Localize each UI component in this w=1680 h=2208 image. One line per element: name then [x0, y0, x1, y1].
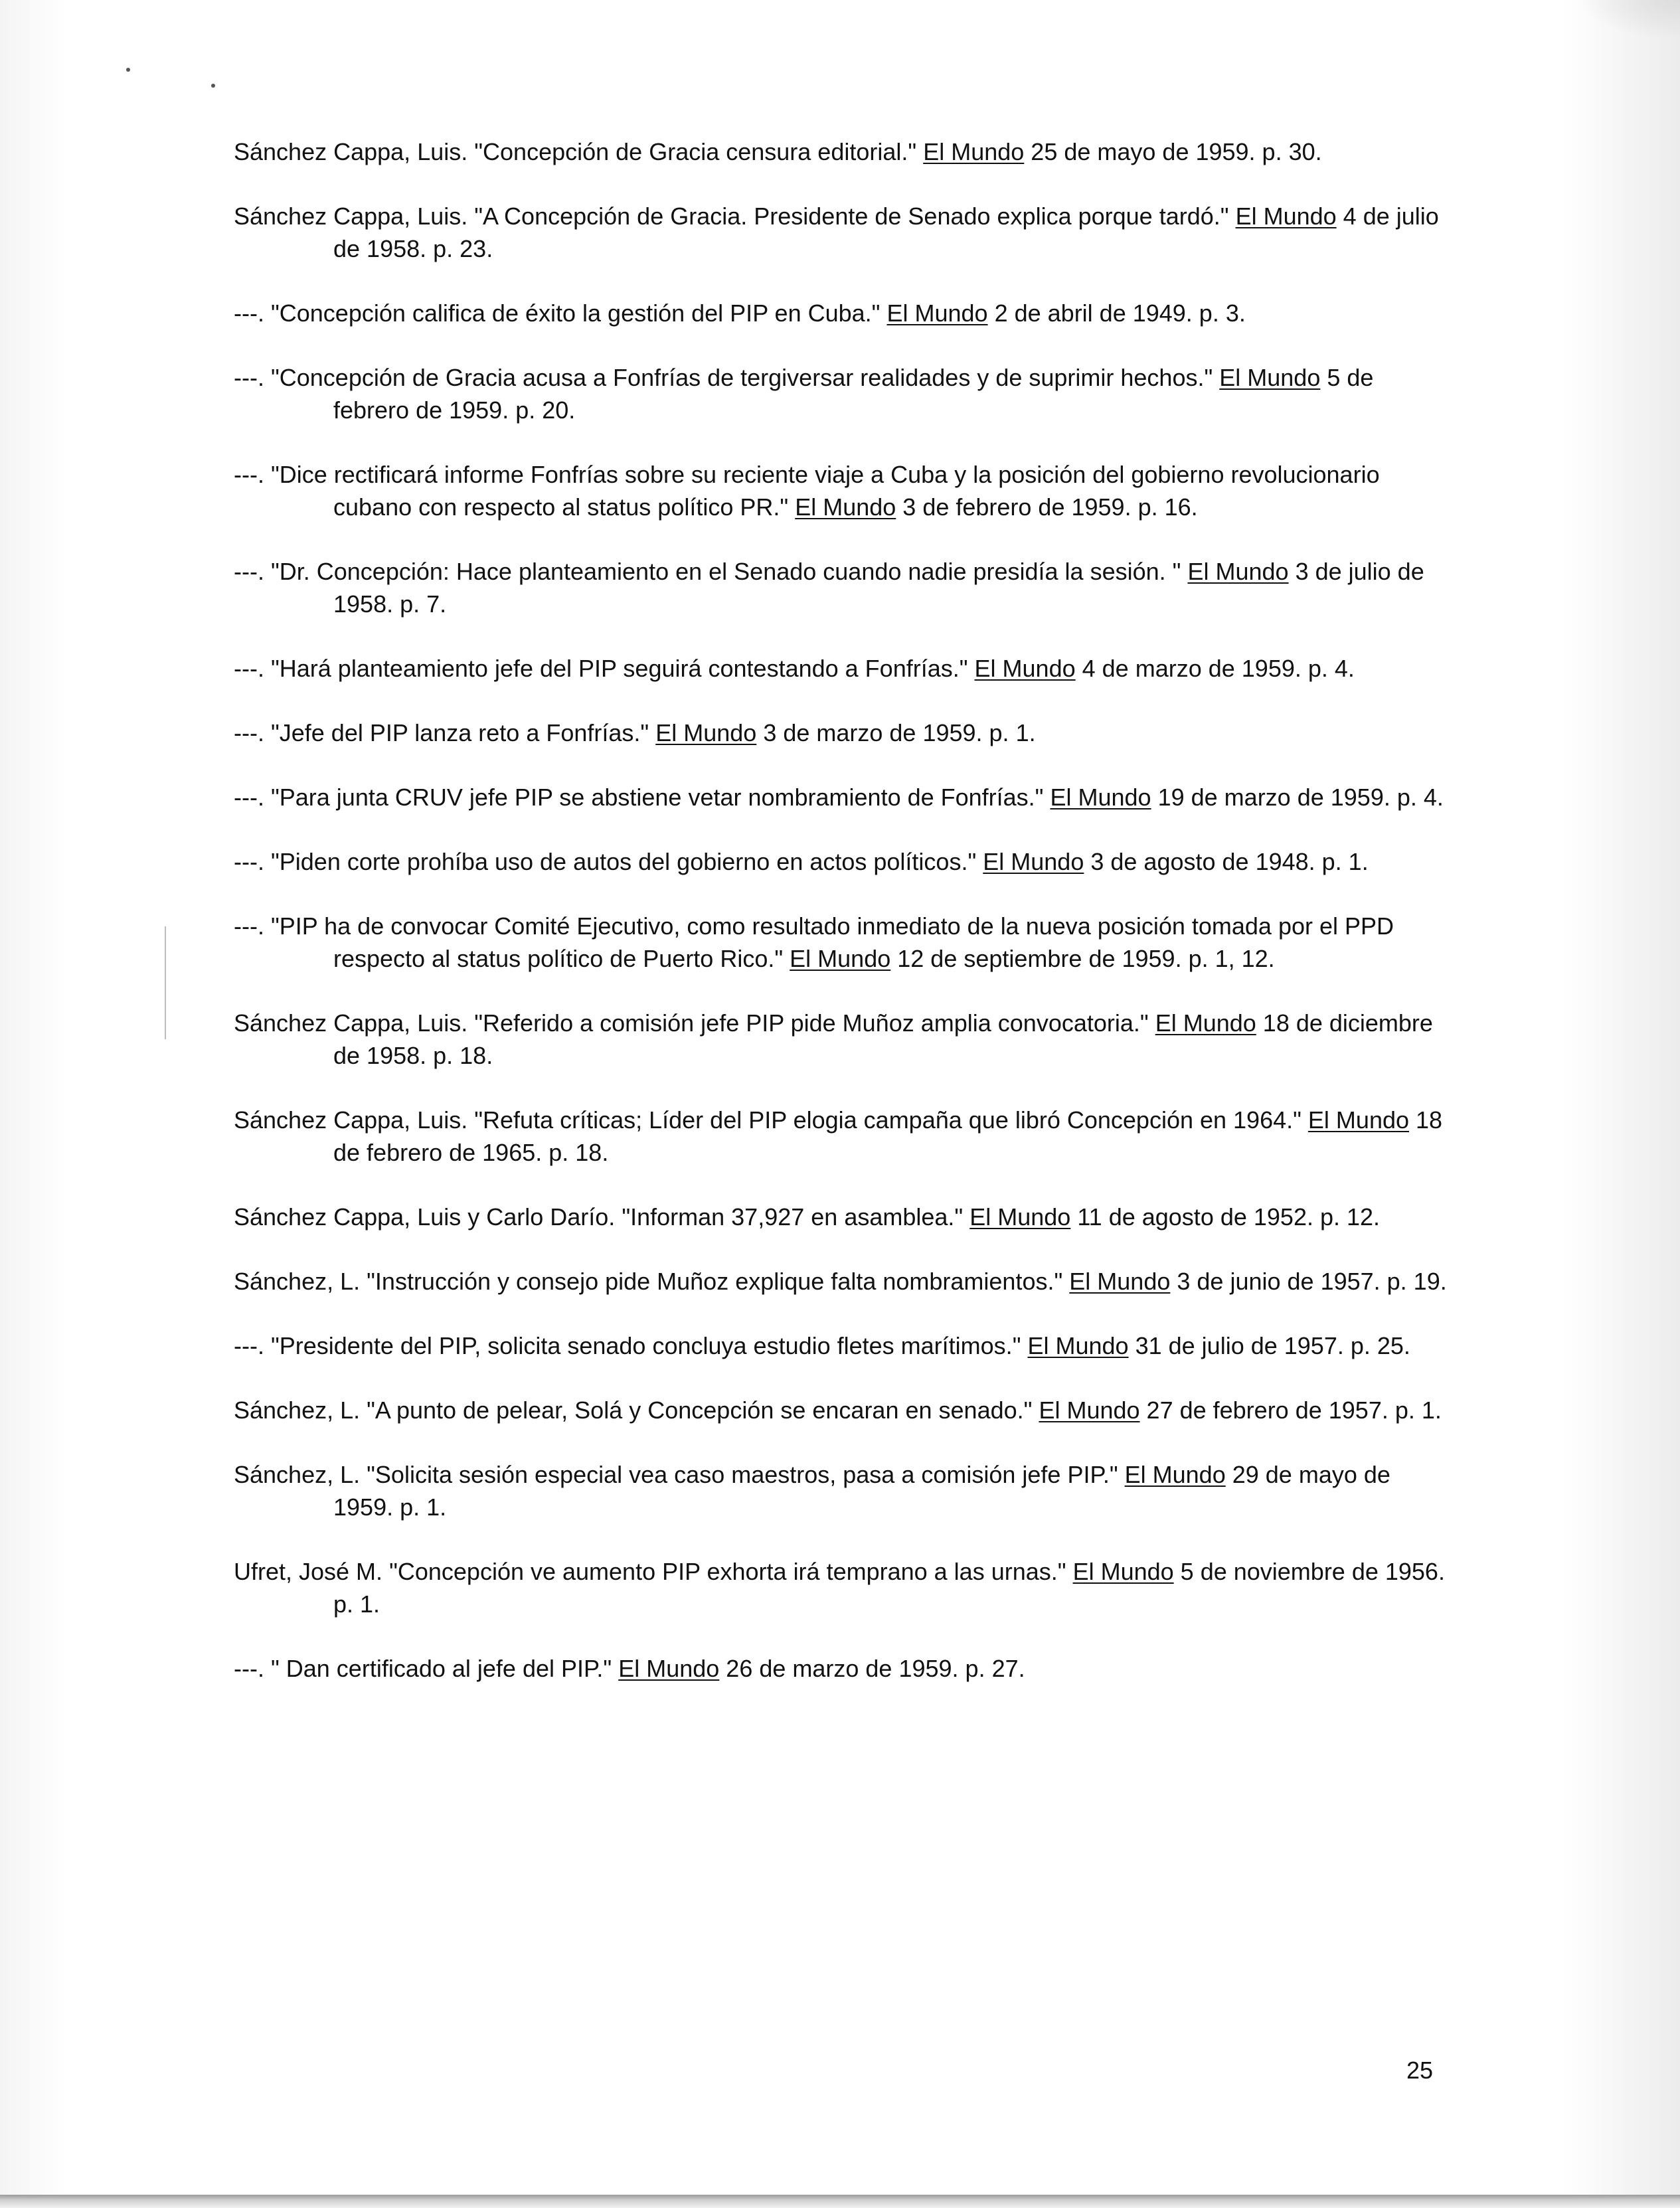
bibliography-entry — [234, 717, 1449, 749]
entry-title: "Para junta CRUV jefe PIP se abstiene vetar nombramiento de Fonfrías." — [270, 784, 1044, 811]
scan-speck — [126, 68, 130, 72]
entry-title: " Dan certificado al jefe del PIP." — [270, 1655, 612, 1682]
entry-author: Sánchez Cappa, Luis. — [234, 1009, 468, 1037]
entry-source: El Mundo — [790, 945, 891, 972]
bibliography-entry — [234, 1555, 1449, 1620]
entry-source: El Mundo — [655, 719, 757, 746]
bibliography-entry — [234, 1394, 1449, 1426]
entry-source: El Mundo — [886, 299, 988, 327]
entry-details: 5 de noviembre de 1956. p. 1. — [333, 1558, 1445, 1618]
entry-author: ---. — [234, 299, 264, 327]
bibliography-entry — [234, 910, 1449, 975]
entry-title: "Referido a comisión jefe PIP pide Muñoz amplia convocatoria." — [474, 1009, 1149, 1037]
bibliography-entry — [234, 1652, 1449, 1685]
entry-author: Sánchez, L. — [234, 1461, 361, 1488]
entry-title: "Dice rectificará informe Fonfrías sobre su reciente viaje a Cuba y la posición del gobierno revolucionario cubano con respecto al status político PR." — [270, 461, 1380, 521]
entry-source: El Mundo — [1072, 1558, 1174, 1585]
bibliography-entry — [234, 1458, 1449, 1523]
entry-author: ---. — [234, 461, 264, 488]
entry-title: "A Concepción de Gracia. Presidente de Senado explica porque tardó." — [474, 203, 1229, 230]
entry-details: 3 de febrero de 1959. p. 16. — [902, 493, 1198, 521]
entry-author: Ufret, José M. — [234, 1558, 383, 1585]
entry-title: "A punto de pelear, Solá y Concepción se encaran en senado." — [367, 1397, 1033, 1424]
entry-author: ---. — [234, 1655, 264, 1682]
entry-title: "Piden corte prohíba uso de autos del gobierno en actos políticos." — [270, 848, 977, 875]
entry-details: 25 de mayo de 1959. p. 30. — [1031, 138, 1322, 165]
entry-details: 4 de julio de 1958. p. 23. — [333, 203, 1439, 262]
entry-author: ---. — [234, 784, 264, 811]
entry-author: Sánchez Cappa, Luis y Carlo Darío. — [234, 1203, 616, 1231]
page-number: 25 — [1406, 2057, 1434, 2084]
entry-author: ---. — [234, 1332, 264, 1359]
entry-title: "Concepción de Gracia censura editorial." — [474, 138, 917, 165]
entry-source: El Mundo — [923, 138, 1025, 165]
entry-author: ---. — [234, 719, 264, 746]
entry-details: 26 de marzo de 1959. p. 27. — [726, 1655, 1025, 1682]
entry-details: 31 de julio de 1957. p. 25. — [1135, 1332, 1410, 1359]
entry-author: ---. — [234, 848, 264, 875]
entry-source: El Mundo — [795, 493, 896, 521]
bibliography-entry — [234, 200, 1449, 265]
bibliography-entry — [234, 1007, 1449, 1072]
entry-source: El Mundo — [618, 1655, 720, 1682]
entry-title: "Hará planteamiento jefe del PIP seguirá contestando a Fonfrías." — [270, 655, 968, 682]
page-bottom-edge — [0, 2195, 1680, 2208]
entry-details: 3 de marzo de 1959. p. 1. — [763, 719, 1036, 746]
entry-title: "Dr. Concepción: Hace planteamiento en el Senado cuando nadie presidía la sesión. " — [270, 558, 1181, 585]
entry-author: Sánchez, L. — [234, 1397, 361, 1424]
entry-details: 5 de febrero de 1959. p. 20. — [333, 364, 1374, 424]
bibliography-entry — [234, 1201, 1449, 1233]
entry-author: ---. — [234, 364, 264, 391]
entry-author: ---. — [234, 558, 264, 585]
entry-source: El Mundo — [1069, 1268, 1171, 1295]
entry-title: "Instrucción y consejo pide Muñoz explique falta nombramientos." — [367, 1268, 1063, 1295]
entry-source: El Mundo — [1050, 784, 1151, 811]
entry-source: El Mundo — [974, 655, 1076, 682]
entry-details: 3 de junio de 1957. p. 19. — [1177, 1268, 1447, 1295]
entry-author: Sánchez Cappa, Luis. — [234, 138, 468, 165]
scan-margin-mark — [165, 926, 166, 1039]
entry-details: 18 de diciembre de 1958. p. 18. — [333, 1009, 1433, 1069]
entry-title: "Concepción ve aumento PIP exhorta irá temprano a las urnas." — [389, 1558, 1066, 1585]
bibliography-entry — [234, 1104, 1449, 1169]
entry-title: "Solicita sesión especial vea caso maestros, pasa a comisión jefe PIP." — [367, 1461, 1118, 1488]
entry-details: 2 de abril de 1949. p. 3. — [994, 299, 1246, 327]
entry-details: 11 de agosto de 1952. p. 12. — [1077, 1203, 1381, 1231]
entry-source: El Mundo — [1219, 364, 1321, 391]
entry-details: 19 de marzo de 1959. p. 4. — [1157, 784, 1444, 811]
bibliography-entry — [234, 135, 1449, 168]
entry-source: El Mundo — [969, 1203, 1071, 1231]
entry-source: El Mundo — [1027, 1332, 1129, 1359]
entry-details: 4 de marzo de 1959. p. 4. — [1082, 655, 1355, 682]
entry-details: 12 de septiembre de 1959. p. 1, 12. — [897, 945, 1275, 972]
entry-author: ---. — [234, 912, 264, 940]
entry-details: 29 de mayo de 1959. p. 1. — [333, 1461, 1390, 1521]
entry-source: El Mundo — [1039, 1397, 1140, 1424]
bibliography-entry — [234, 297, 1449, 329]
bibliography-list — [234, 135, 1449, 1717]
bibliography-entry — [234, 781, 1449, 813]
entry-title: "Jefe del PIP lanza reto a Fonfrías." — [270, 719, 649, 746]
scan-speck — [211, 84, 215, 88]
bibliography-entry — [234, 555, 1449, 620]
entry-details: 3 de julio de 1958. p. 7. — [333, 558, 1424, 618]
bibliography-entry — [234, 845, 1449, 878]
entry-author: Sánchez Cappa, Luis. — [234, 203, 468, 230]
entry-details: 3 de agosto de 1948. p. 1. — [1090, 848, 1369, 875]
entry-source: El Mundo — [1235, 203, 1337, 230]
entry-details: 27 de febrero de 1957. p. 1. — [1146, 1397, 1442, 1424]
entry-source: El Mundo — [1187, 558, 1289, 585]
scan-smudge — [1580, 0, 1680, 40]
bibliography-entry — [234, 1265, 1449, 1298]
entry-title: "Refuta críticas; Líder del PIP elogia campaña que libró Concepción en 1964." — [474, 1106, 1302, 1134]
entry-author: ---. — [234, 655, 264, 682]
bibliography-entry — [234, 1329, 1449, 1362]
entry-title: "PIP ha de convocar Comité Ejecutivo, como resultado inmediato de la nueva posición tomada por el PPD respecto al status político de Puerto Rico." — [270, 912, 1394, 972]
entry-title: "Concepción califica de éxito la gestión del PIP en Cuba." — [270, 299, 881, 327]
entry-source: El Mundo — [983, 848, 1084, 875]
entry-title: "Informan 37,927 en asamblea." — [622, 1203, 964, 1231]
entry-title: "Concepción de Gracia acusa a Fonfrías de tergiversar realidades y de suprimir hechos." — [270, 364, 1213, 391]
entry-source: El Mundo — [1124, 1461, 1226, 1488]
entry-details: 18 de febrero de 1965. p. 18. — [333, 1106, 1443, 1166]
bibliography-entry — [234, 652, 1449, 685]
entry-source: El Mundo — [1307, 1106, 1410, 1134]
entry-author: Sánchez, L. — [234, 1268, 361, 1295]
bibliography-entry — [234, 361, 1449, 426]
bibliography-entry — [234, 458, 1449, 523]
entry-source: El Mundo — [1155, 1009, 1256, 1037]
entry-author: Sánchez Cappa, Luis. — [234, 1106, 468, 1134]
entry-title: "Presidente del PIP, solicita senado concluya estudio fletes marítimos." — [270, 1332, 1021, 1359]
